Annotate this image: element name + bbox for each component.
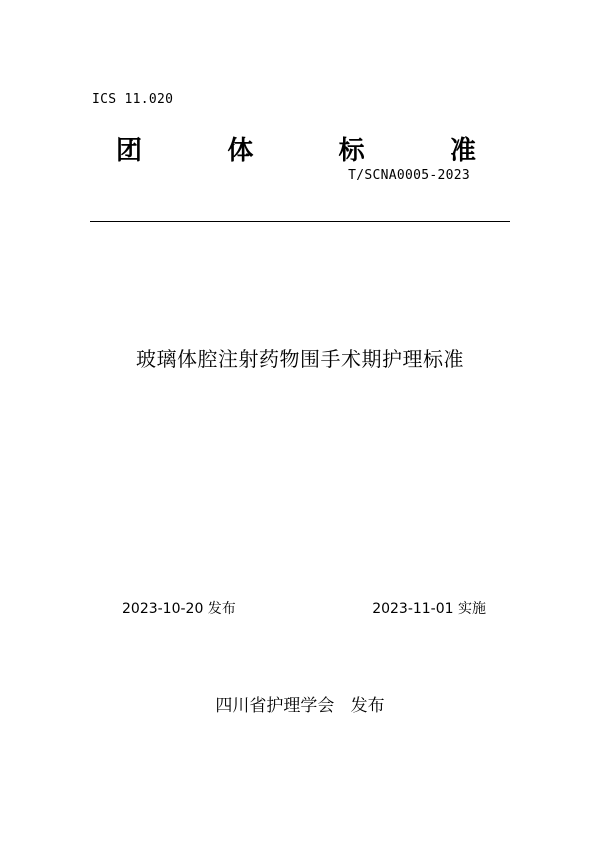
standard-type-char: 团 bbox=[116, 136, 143, 166]
standard-type-heading bbox=[116, 130, 476, 167]
issue-date: 2023-10-20 发布 bbox=[122, 601, 236, 617]
header-divider bbox=[90, 221, 510, 222]
ics-code: ICS 11.020 bbox=[92, 92, 174, 107]
implementation-date: 2023-11-01 实施 bbox=[372, 601, 486, 617]
document-title: 玻璃体腔注射药物围手术期护理标准 bbox=[136, 347, 464, 371]
publisher-line: 四川省护理学会 发布 bbox=[215, 696, 385, 716]
standard-type-char: 标 bbox=[338, 136, 365, 166]
standard-type-char: 体 bbox=[227, 136, 254, 166]
standard-code: T/SCNA0005-2023 bbox=[348, 168, 470, 183]
standard-type-char: 准 bbox=[449, 136, 476, 166]
